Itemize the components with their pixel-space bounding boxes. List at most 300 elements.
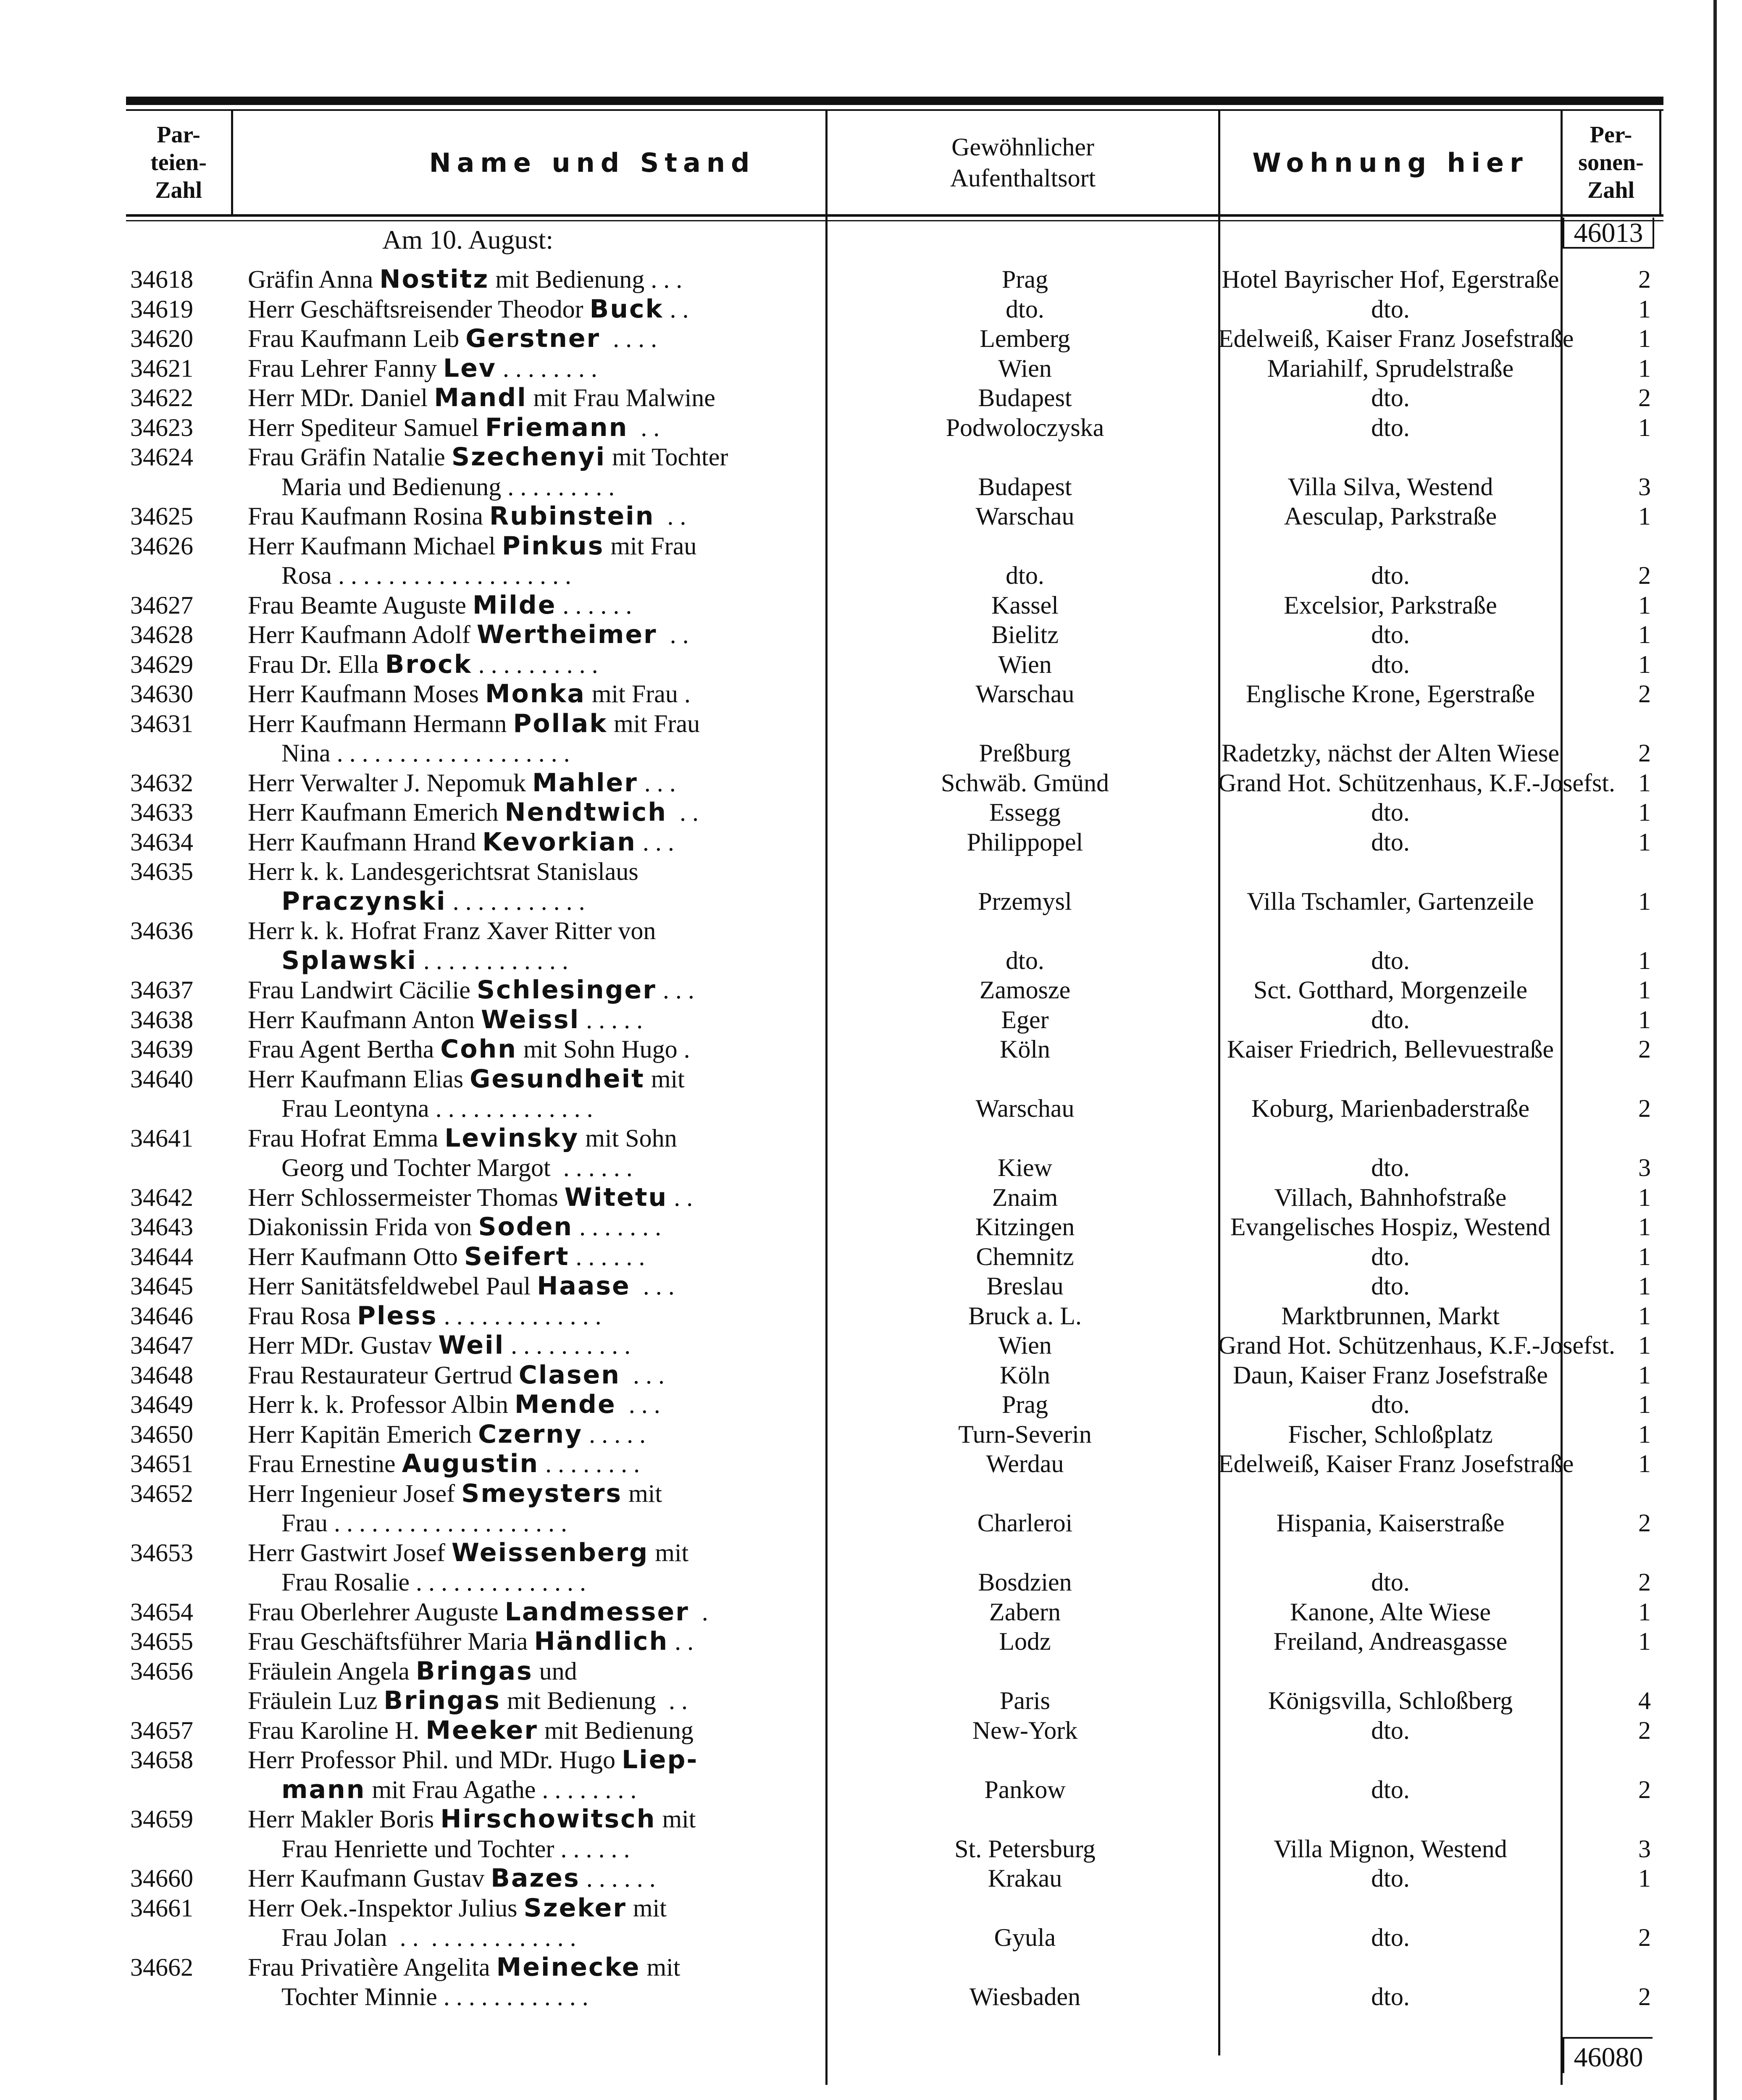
entry-residence: dto. xyxy=(1371,798,1410,826)
entry-number: 34636 xyxy=(130,917,193,945)
entry-residence: dto. xyxy=(1371,1568,1410,1596)
entry-name-prefix: Fräulein Angela xyxy=(248,1657,416,1685)
entry-name-prefix: Frau Restaurateur Gertrud xyxy=(248,1361,519,1389)
entry-persons: 1 xyxy=(1638,946,1651,974)
entry-home-town: Turn-Severin xyxy=(958,1420,1092,1448)
entry-residence: Villach, Bahnhofstraße xyxy=(1274,1183,1507,1211)
entry-residence: Edelweiß, Kaiser Franz Josefstraße xyxy=(1218,325,1574,352)
entry-home-town: Essegg xyxy=(989,798,1061,826)
entry-name-prefix: Herr Kaufmann Gustav xyxy=(248,1864,491,1892)
entry-name-prefix: Frau Ernestine xyxy=(248,1450,402,1478)
entry-residence: dto. xyxy=(1371,1272,1410,1300)
entry-name xyxy=(248,857,941,887)
surname: Augustin xyxy=(402,1449,539,1478)
surname: Pless xyxy=(357,1301,438,1331)
entry-persons: 2 xyxy=(1638,1568,1651,1596)
day-heading: Am 10. August: xyxy=(382,225,554,255)
entry-name-suffix: mit Bedienung . . . xyxy=(489,265,683,293)
surname: Witetu xyxy=(564,1182,668,1212)
entry-name-prefix: Herr Kaufmann Elias xyxy=(248,1065,470,1093)
entry-name-prefix: Frau Geschäftsführer Maria xyxy=(248,1628,534,1655)
surname: Bazes xyxy=(491,1864,580,1893)
entry-home-town: Prag xyxy=(1002,265,1048,293)
entry-name-prefix: Frau Dr. Ella xyxy=(248,650,385,678)
entry-name-suffix: mit Tochter xyxy=(606,443,728,471)
entry-persons: 2 xyxy=(1638,680,1651,708)
entry-home-town: Kiew xyxy=(998,1154,1052,1181)
surname: Buck xyxy=(589,294,664,324)
entry-name-prefix: Diakonissin Frida von xyxy=(248,1213,478,1241)
entry-name-continued: Frau . . . . . . . . . . . . . . . . . . . xyxy=(281,1509,567,1537)
entry-home-town: Warschau xyxy=(975,680,1075,708)
surname: Pollak xyxy=(513,709,608,738)
entry-name-prefix: Herr Schlossermeister Thomas xyxy=(248,1183,565,1211)
surname: Gerstner xyxy=(465,324,601,353)
entry-residence: dto. xyxy=(1371,1391,1410,1418)
register-entry xyxy=(126,442,1663,501)
entry-name-suffix: . . . . . xyxy=(580,1005,643,1034)
entry-number: 34648 xyxy=(130,1361,193,1389)
surname: Szechenyi xyxy=(451,442,606,472)
surname: Friemann xyxy=(485,412,628,442)
entry-home-town: Lemberg xyxy=(980,325,1070,352)
surname: Haase xyxy=(537,1271,631,1301)
entry-residence: Hotel Bayrischer Hof, Egerstraße xyxy=(1222,265,1559,293)
surname: Levinsky xyxy=(444,1123,579,1153)
entry-number: 34639 xyxy=(130,1035,193,1063)
register-entry xyxy=(126,1212,1663,1242)
entry-number: 34644 xyxy=(130,1242,193,1270)
entry-residence: Sct. Gotthard, Morgenzeile xyxy=(1253,976,1528,1004)
entry-persons: 1 xyxy=(1638,325,1651,352)
entry-persons: 1 xyxy=(1638,1450,1651,1478)
entry-name-prefix: Herr k. k. Hofrat Franz Xaver Ritter von xyxy=(248,917,656,945)
surname: Rubinstein xyxy=(489,501,655,531)
top-rule xyxy=(126,97,1663,105)
entry-number: 34645 xyxy=(130,1272,193,1300)
entry-name-continued: Frau Leontyna . . . . . . . . . . . . . xyxy=(281,1095,593,1122)
entry-number: 34643 xyxy=(130,1213,193,1241)
entry-residence: dto. xyxy=(1371,1864,1410,1892)
entry-name-suffix: . . xyxy=(667,798,699,826)
entry-residence: dto. xyxy=(1371,384,1410,412)
entry-home-town: dto. xyxy=(1006,295,1044,323)
header-name-und-stand: Name und Stand xyxy=(429,147,756,178)
register-entry xyxy=(126,975,1663,1005)
entry-home-town: Gyula xyxy=(994,1924,1056,1951)
entry-home-town: Wien xyxy=(998,354,1052,382)
entry-name-prefix: Herr Kaufmann Adolf xyxy=(248,621,477,648)
entry-name-continued: Frau Rosalie . . . . . . . . . . . . . . xyxy=(281,1568,586,1596)
surname: Meeker xyxy=(426,1715,538,1745)
entry-home-town: Zamosze xyxy=(979,976,1071,1004)
entry-number: 34631 xyxy=(130,709,193,738)
entry-name-suffix: mit Frau xyxy=(607,709,700,738)
entry-name-suffix: . . . . . . . . xyxy=(539,1450,640,1478)
register-entry xyxy=(126,1953,1663,2012)
entry-name-suffix: mit Frau xyxy=(604,532,697,560)
register-entry xyxy=(126,1331,1663,1360)
entry-name-prefix: Frau Hofrat Emma xyxy=(248,1124,445,1152)
entry-persons: 1 xyxy=(1638,650,1651,678)
register-entry xyxy=(126,650,1663,680)
entry-home-town: Charleroi xyxy=(977,1509,1073,1537)
entry-name-suffix: mit Sohn Hugo . xyxy=(517,1035,690,1063)
entry-number: 34656 xyxy=(130,1657,193,1685)
entry-name-prefix: Frau Rosa xyxy=(248,1302,357,1330)
entry-residence: Aesculap, Parkstraße xyxy=(1284,502,1497,530)
surname: Monka xyxy=(485,679,586,709)
header-rule-thin xyxy=(126,220,1663,221)
entry-name-suffix: mit Frau Malwine xyxy=(527,384,715,412)
entry-name-cont-prefix: Fräulein Luz xyxy=(248,1687,384,1714)
entry-home-town: Wiesbaden xyxy=(969,1983,1081,2011)
entry-name xyxy=(248,1656,941,1686)
entry-name-suffix: . . . . . . . xyxy=(573,1213,662,1241)
header-aufenthaltsort: Gewöhnlicher Aufenthaltsort xyxy=(950,133,1096,192)
entry-name-suffix: . . . xyxy=(636,828,674,856)
entry-name xyxy=(248,1538,941,1568)
surname: Pinkus xyxy=(502,531,604,561)
entry-home-town: Paris xyxy=(1000,1687,1050,1714)
entry-persons: 1 xyxy=(1638,1242,1651,1270)
entry-home-town: Preßburg xyxy=(979,739,1071,767)
surname: Mende xyxy=(514,1390,616,1419)
register-entry xyxy=(126,531,1663,591)
entry-name-prefix: Herr Kaufmann Hermann xyxy=(248,709,513,738)
entry-name-cont-suffix: . . . . . . . . . . . xyxy=(446,887,585,915)
entry-residence: dto. xyxy=(1371,1154,1410,1181)
entry-residence: Fischer, Schloßplatz xyxy=(1288,1420,1493,1448)
entry-number: 34619 xyxy=(130,295,193,323)
entry-name-prefix: Herr Makler Boris xyxy=(248,1805,441,1833)
entry-persons: 1 xyxy=(1638,887,1651,915)
entry-name-prefix: Herr k. k. Landesgerichtsrat Stanislaus xyxy=(248,858,638,885)
entry-home-town: Kitzingen xyxy=(975,1213,1075,1241)
entry-persons: 1 xyxy=(1638,976,1651,1004)
entry-name-continued: Frau Henriette und Tochter . . . . . . xyxy=(281,1835,630,1863)
register-entry xyxy=(126,1271,1663,1301)
entry-home-town: dto. xyxy=(1006,562,1044,589)
header-rule xyxy=(126,214,1663,217)
entry-name-suffix: . . . xyxy=(620,1361,665,1389)
register-entry xyxy=(126,1449,1663,1479)
entry-name-suffix: . . xyxy=(654,502,686,530)
entry-persons: 2 xyxy=(1638,1509,1651,1537)
surname: Mahler xyxy=(532,768,638,798)
entry-persons: 1 xyxy=(1638,1213,1651,1241)
entry-persons: 1 xyxy=(1638,1302,1651,1330)
header-wohnung-hier: Wohnung hier xyxy=(1252,147,1529,178)
surname: Nendtwich xyxy=(504,798,667,827)
entry-name-continued xyxy=(248,1686,907,1716)
register-entry xyxy=(126,1864,1663,1893)
entry-name-suffix: . . . . . . . . . . xyxy=(504,1331,631,1359)
surname: Splawski xyxy=(281,945,417,975)
entry-persons: 1 xyxy=(1638,1331,1651,1359)
entry-name-prefix: Herr Verwalter J. Nepomuk xyxy=(248,769,533,797)
register-entry xyxy=(126,620,1663,650)
entry-persons: 2 xyxy=(1638,1035,1651,1063)
register-entry xyxy=(126,383,1663,413)
entry-number: 34620 xyxy=(130,325,193,352)
entry-persons: 2 xyxy=(1638,1716,1651,1744)
entry-number: 34654 xyxy=(130,1598,193,1626)
entry-home-town: Budapest xyxy=(978,472,1072,501)
entry-number: 34642 xyxy=(130,1183,193,1211)
entry-name-prefix: Herr Kaufmann Michael xyxy=(248,532,502,560)
entry-name-suffix: . . . xyxy=(616,1391,660,1418)
entry-home-town: Warschau xyxy=(975,502,1075,530)
entry-residence: dto. xyxy=(1371,1242,1410,1270)
entry-number: 34640 xyxy=(130,1065,193,1093)
entry-residence: Kanone, Alte Wiese xyxy=(1290,1598,1491,1626)
register-entry xyxy=(126,1034,1663,1064)
entry-residence: Villa Silva, Westend xyxy=(1287,472,1493,501)
entry-name-suffix: . . . xyxy=(638,769,676,797)
register-entry xyxy=(126,1242,1663,1272)
entry-home-town: Philippopel xyxy=(967,828,1083,856)
carry-over-total: 46013 xyxy=(1563,218,1654,249)
entry-persons: 2 xyxy=(1638,384,1651,412)
entry-name-prefix: Herr Ingenieur Josef xyxy=(248,1479,462,1507)
entry-name-suffix: und xyxy=(533,1657,577,1685)
entry-home-town: dto. xyxy=(1006,946,1044,974)
entry-home-town: Bosdzien xyxy=(978,1568,1072,1596)
entry-residence: Hispania, Kaiserstraße xyxy=(1276,1509,1505,1537)
surname: Clasen xyxy=(518,1360,620,1390)
entry-name-prefix: Herr Sanitätsfeldwebel Paul xyxy=(248,1272,537,1300)
entry-name-cont-suffix: mit Frau Agathe . . . . . . . . xyxy=(365,1775,637,1803)
entry-name-suffix: mit Sohn xyxy=(579,1124,677,1152)
register-entry xyxy=(126,768,1663,798)
entry-home-town: Werdau xyxy=(986,1450,1064,1478)
surname: Liep- xyxy=(621,1745,699,1774)
entry-persons: 1 xyxy=(1638,828,1651,856)
entry-name-prefix: Herr Gastwirt Josef xyxy=(248,1538,452,1567)
entry-persons: 3 xyxy=(1638,1154,1651,1181)
register-entry xyxy=(126,1716,1663,1746)
entry-home-town: Wien xyxy=(998,1331,1052,1359)
entry-persons: 1 xyxy=(1638,1272,1651,1300)
surname: Seifert xyxy=(464,1242,570,1271)
surname: Landmesser xyxy=(504,1597,689,1627)
entry-name-prefix: Herr MDr. Gustav xyxy=(248,1331,439,1359)
entry-name-prefix: Herr Kaufmann Emerich xyxy=(248,798,505,826)
entry-name-continued: Rosa . . . . . . . . . . . . . . . . . . . xyxy=(281,562,571,589)
entry-name xyxy=(248,1745,941,1775)
entry-number: 34650 xyxy=(130,1420,193,1448)
entry-name xyxy=(248,1479,941,1509)
entry-residence: dto. xyxy=(1371,413,1410,441)
entry-persons: 2 xyxy=(1638,1095,1651,1122)
entry-residence: Marktbrunnen, Markt xyxy=(1281,1302,1500,1330)
entry-number: 34641 xyxy=(130,1124,193,1152)
entry-name-prefix: Frau Karoline H. xyxy=(248,1716,426,1744)
entry-residence: dto. xyxy=(1371,562,1410,589)
entry-residence: Mariahilf, Sprudelstraße xyxy=(1267,354,1514,382)
entry-persons: 1 xyxy=(1638,295,1651,323)
entry-persons: 1 xyxy=(1638,1628,1651,1655)
entry-name-suffix: . . xyxy=(663,295,689,323)
entry-name-suffix: mit xyxy=(640,1953,681,1981)
entry-name-suffix: mit Bedienung xyxy=(538,1716,694,1744)
register-entry xyxy=(126,1804,1663,1864)
register-entry xyxy=(126,679,1663,709)
entry-persons: 1 xyxy=(1638,621,1651,648)
entry-name-prefix: Frau Gräfin Natalie xyxy=(248,443,452,471)
entry-home-town: Eger xyxy=(1001,1005,1049,1034)
entry-residence: dto. xyxy=(1371,1775,1410,1803)
entry-name xyxy=(248,1893,941,1923)
entry-home-town: Chemnitz xyxy=(976,1242,1074,1270)
entry-residence: Daun, Kaiser Franz Josefstraße xyxy=(1233,1361,1548,1389)
entry-name-suffix: . . . . xyxy=(600,325,657,352)
entry-persons: 1 xyxy=(1638,591,1651,619)
entry-number: 34655 xyxy=(130,1628,193,1655)
entry-name-prefix: Herr Professor Phil. und MDr. Hugo xyxy=(248,1746,622,1774)
entry-name-suffix: . . . . . . . . . . . . . xyxy=(437,1302,602,1330)
surname: Nostitz xyxy=(379,265,489,294)
surname: Meinecke xyxy=(496,1952,641,1982)
register-entry xyxy=(126,501,1663,531)
entry-name-prefix: Frau Beamte Auguste xyxy=(248,591,473,619)
entry-name-prefix: Herr Kapitän Emerich xyxy=(248,1420,478,1448)
surname: Cohn xyxy=(440,1034,517,1064)
entry-residence: Koburg, Marienbaderstraße xyxy=(1251,1095,1529,1122)
entry-home-town: Krakau xyxy=(988,1864,1062,1892)
surname: Hirschowitsch xyxy=(440,1804,656,1834)
register-entry xyxy=(126,1064,1663,1124)
register-entry xyxy=(126,916,1663,975)
register-entry xyxy=(126,1420,1663,1449)
entry-name-prefix: Herr Oek.-Inspektor Julius xyxy=(248,1894,524,1922)
entry-number: 34661 xyxy=(130,1894,193,1922)
register-entry xyxy=(126,1656,1663,1716)
entry-name-continued: Georg und Tochter Margot . . . . . . xyxy=(281,1154,633,1181)
entry-name-suffix: mit xyxy=(656,1805,696,1833)
entry-residence: Grand Hot. Schützenhaus, K.F.-Josefst. xyxy=(1218,1331,1616,1359)
surname: Brock xyxy=(385,649,472,679)
entry-number: 34653 xyxy=(130,1538,193,1567)
entry-number: 34637 xyxy=(130,976,193,1004)
register-entry xyxy=(126,1005,1663,1035)
entry-residence: Edelweiß, Kaiser Franz Josefstraße xyxy=(1218,1450,1574,1478)
entry-home-town: Prag xyxy=(1002,1391,1048,1418)
entry-name-cont-suffix: . . . . . . . . . . . . xyxy=(417,946,568,974)
register-entry xyxy=(126,1360,1663,1390)
entry-name-cont-suffix: mit Bedienung . . xyxy=(501,1687,688,1714)
entry-number: 34660 xyxy=(130,1864,193,1892)
surname: Praczynski xyxy=(281,886,447,916)
entry-number: 34657 xyxy=(130,1716,193,1744)
entry-residence: Kaiser Friedrich, Bellevuestraße xyxy=(1227,1035,1554,1063)
entry-residence: Freiland, Andreasgasse xyxy=(1273,1628,1508,1655)
header-parteien-zahl: Par- teien- Zahl xyxy=(150,122,207,203)
entry-name xyxy=(248,709,941,739)
entry-name xyxy=(248,1804,941,1834)
entry-name-prefix: Frau Kaufmann Leib xyxy=(248,325,466,352)
entry-home-town: Zabern xyxy=(989,1598,1061,1626)
entry-number: 34633 xyxy=(130,798,193,826)
entry-home-town: Köln xyxy=(1000,1361,1050,1389)
entry-name-continued: Frau Jolan . . . . . . . . . . . . . . xyxy=(281,1924,576,1951)
entry-number: 34659 xyxy=(130,1805,193,1833)
register-entry xyxy=(126,294,1663,324)
entry-residence: Villa Tschamler, Gartenzeile xyxy=(1247,887,1534,915)
col-divider xyxy=(231,111,233,214)
entry-residence: Königsvilla, Schloßberg xyxy=(1268,1687,1513,1714)
entry-number: 34628 xyxy=(130,621,193,648)
entry-home-town: Podwoloczyska xyxy=(946,413,1104,441)
surname: Händlich xyxy=(534,1627,669,1656)
entry-persons: 1 xyxy=(1638,1420,1651,1448)
entry-name-prefix: Frau Privatière Angelita xyxy=(248,1953,497,1981)
entry-home-town: St. Petersburg xyxy=(954,1835,1096,1863)
entry-name-continued: Maria und Bedienung . . . . . . . . . xyxy=(281,472,615,501)
entry-residence: dto. xyxy=(1371,828,1410,856)
entry-name-prefix: Herr Spediteur Samuel xyxy=(248,413,485,441)
surname: Weissenberg xyxy=(451,1538,649,1567)
entry-residence: dto. xyxy=(1371,621,1410,648)
register-entry xyxy=(126,1479,1663,1538)
surname: Weissl xyxy=(481,1005,580,1034)
surname: Bringas xyxy=(415,1656,533,1686)
entry-number: 34638 xyxy=(130,1005,193,1034)
entry-name-suffix: . . . . . . xyxy=(580,1864,656,1892)
entry-name-suffix: . . . . . xyxy=(583,1420,646,1448)
entry-persons: 1 xyxy=(1638,1361,1651,1389)
entry-persons: 1 xyxy=(1638,1864,1651,1892)
entry-number: 34624 xyxy=(130,443,193,471)
entry-name-prefix: Frau Landwirt Cäcilie xyxy=(248,976,477,1004)
entry-name-suffix: . . . xyxy=(630,1272,675,1300)
entry-persons: 1 xyxy=(1638,354,1651,382)
entry-persons: 1 xyxy=(1638,1391,1651,1418)
register-entry xyxy=(126,265,1663,294)
entry-name-continued: Tochter Minnie . . . . . . . . . . . . xyxy=(281,1983,589,2011)
entry-name xyxy=(248,1064,941,1094)
entry-residence: Villa Mignon, Westend xyxy=(1274,1835,1507,1863)
register-entry xyxy=(126,798,1663,827)
entry-persons: 3 xyxy=(1638,1835,1651,1863)
entry-name-suffix: mit xyxy=(622,1479,662,1507)
entry-name xyxy=(248,916,941,946)
entry-name-suffix: . . . . . . . . xyxy=(496,354,597,382)
entry-residence: Radetzky, nächst der Alten Wiese xyxy=(1222,739,1559,767)
entry-home-town: New-York xyxy=(972,1716,1078,1744)
entry-number: 34634 xyxy=(130,828,193,856)
entry-number: 34623 xyxy=(130,413,193,441)
entry-number: 34635 xyxy=(130,858,193,885)
surname: Czerny xyxy=(478,1419,583,1449)
surname: Bringas xyxy=(384,1686,501,1715)
register-entry xyxy=(126,1597,1663,1627)
entry-name-prefix: Frau Agent Bertha xyxy=(248,1035,441,1063)
surname: Gesundheit xyxy=(470,1064,645,1094)
entry-residence: Evangelisches Hospiz, Westend xyxy=(1230,1213,1551,1241)
register-entry xyxy=(126,1627,1663,1656)
register-entry xyxy=(126,1538,1663,1597)
entry-persons: 4 xyxy=(1638,1687,1651,1714)
entry-number: 34662 xyxy=(130,1953,193,1981)
entry-persons: 2 xyxy=(1638,1775,1651,1803)
entry-persons: 1 xyxy=(1638,1005,1651,1034)
entry-persons: 2 xyxy=(1638,1924,1651,1951)
entry-residence: dto. xyxy=(1371,1005,1410,1034)
surname: Szeker xyxy=(523,1893,627,1923)
entry-number: 34629 xyxy=(130,650,193,678)
